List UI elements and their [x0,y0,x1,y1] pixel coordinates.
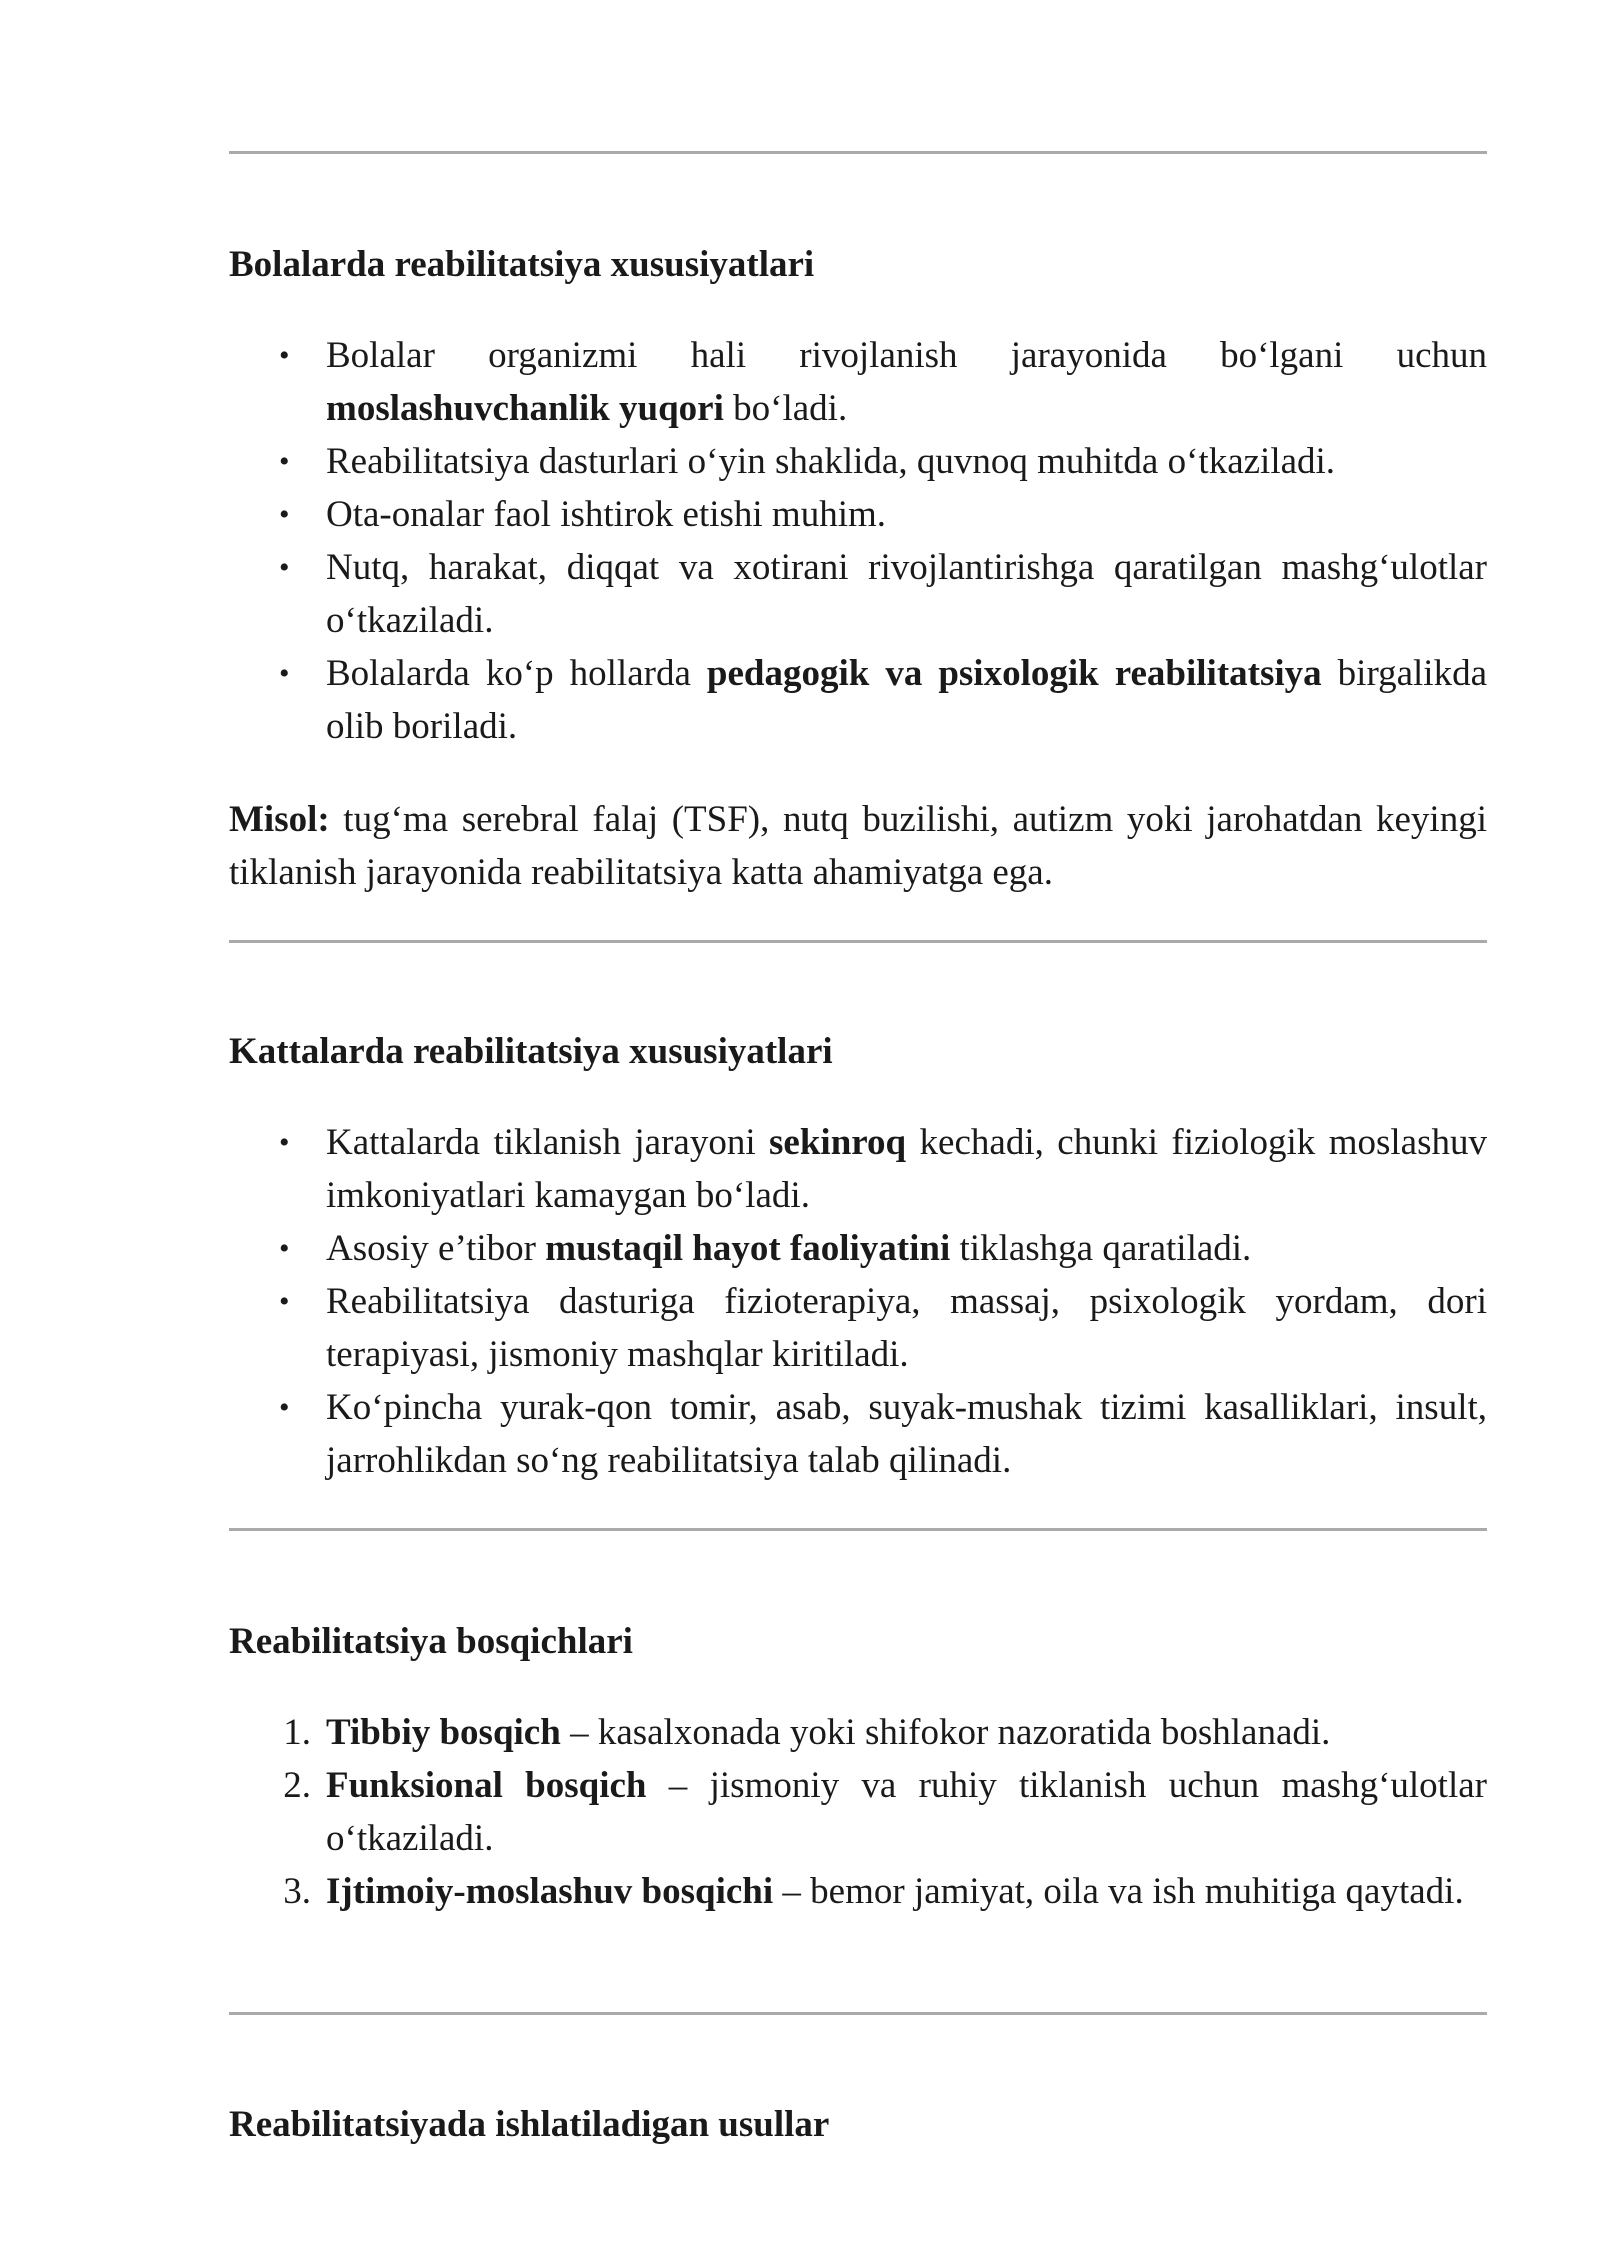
list-number: 3. [283,1871,311,1912]
horizontal-rule [229,940,1487,943]
adult-features-list [229,1116,1487,1487]
list-item: 1. Tibbiy bosqich – kasalxonada yoki shifokor nazoratida boshlanadi. [229,1706,1487,1759]
list-number: 1. [283,1712,311,1753]
bullet-icon: • [279,339,290,372]
section-heading-stages: Reabilitatsiya bosqichlari [229,1621,633,1662]
section-heading-methods: Reabilitatsiyada ishlatiladigan usullar [229,2104,830,2145]
stages-list [229,1706,1487,1918]
list-item: • Kattalarda tiklanish jarayoni sekinroq kechadi, chunki fiziologik moslashuv imkoniyatlari kamaygan bo‘ladi. [229,1116,1487,1222]
horizontal-rule [229,2012,1487,2015]
section-heading-children: Bolalarda reabilitatsiya xususiyatlari [229,244,815,285]
bullet-icon: • [279,1232,290,1265]
list-item: • Reabilitatsiya dasturlari o‘yin shaklida, quvnoq muhitda o‘tkaziladi. [229,435,1487,488]
list-item: • Nutq, harakat, diqqat va xotirani rivojlantirishga qaratilgan mashg‘ulotlar o‘tkaziladi. [229,541,1487,647]
list-item: • Bolalarda ko‘p hollarda pedagogik va psixologik reabilitatsiya birgalikda olib boriladi. [229,647,1487,753]
list-item: • Bolalar organizmi hali rivojlanish jarayonida bo‘lgani uchun moslashuvchanlik yuqori bo‘ladi. [229,329,1487,435]
bullet-icon: • [279,1285,290,1318]
list-item: 3. Ijtimoiy-moslashuv bosqichi – bemor jamiyat, oila va ish muhitiga qaytadi. [229,1865,1487,1918]
bullet-icon: • [279,1391,290,1424]
bullet-icon: • [279,1126,290,1159]
children-features-list [229,329,1487,753]
list-item: • Ota-onalar faol ishtirok etishi muhim. [229,488,1487,541]
bullet-icon: • [279,498,290,531]
section-heading-adults: Kattalarda reabilitatsiya xususiyatlari [229,1031,833,1072]
list-item: • Reabilitatsiya dasturiga fizioterapiya, massaj, psixologik yordam, dori terapiyasi, jismoniy mashqlar kiritiladi. [229,1275,1487,1381]
list-number: 2. [283,1765,311,1806]
horizontal-rule [229,151,1487,154]
list-item: 2. Funksional bosqich – jismoniy va ruhiy tiklanish uchun mashg‘ulotlar o‘tkaziladi. [229,1759,1487,1865]
example-paragraph: Misol: tug‘ma serebral falaj (TSF), nutq buzilishi, autizm yoki jarohatdan keyingi tiklanish jarayonida reabilitatsiya katta ahamiyatga ega. [229,799,1487,893]
bullet-icon: • [279,551,290,584]
bullet-icon: • [279,657,290,690]
list-item: • Asosiy e’tibor mustaqil hayot faoliyatini tiklashga qaratiladi. [229,1222,1487,1275]
bullet-icon: • [279,445,290,478]
list-item: • Ko‘pincha yurak-qon tomir, asab, suyak-mushak tizimi kasalliklari, insult, jarrohlikdan so‘ng reabilitatsiya talab qilinadi. [229,1381,1487,1487]
horizontal-rule [229,1528,1487,1531]
example-label: Misol: [229,799,330,840]
